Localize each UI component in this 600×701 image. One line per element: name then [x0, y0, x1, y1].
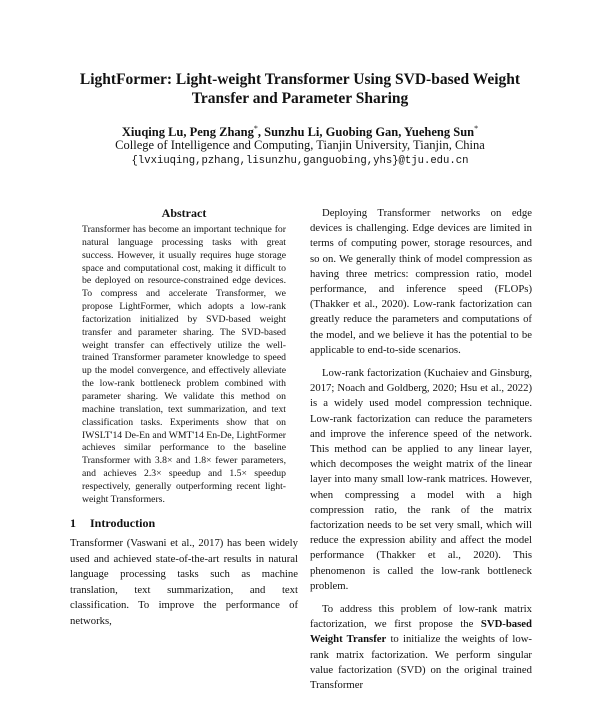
right-column [310, 206, 532, 701]
bold-term: SVD-based Weight Transfer [310, 618, 532, 646]
author-name: Xiuqing Lu [121, 125, 184, 140]
paragraph-text: To address this problem of low-rank matrix factorization, we first propose the [310, 603, 532, 631]
introduction-text: Transformer (Vaswani et al., 2017) has been widely used and achieved state-of-the-art results in natural language processing tasks such as machine translation, text summarization, and text classification. To improve the performance of networks, [70, 537, 298, 627]
author-list: Xiuqing Lu, Peng Zhang*, Sunzhu Li, Guobing Gan, Yueheng Sun* [121, 124, 479, 140]
abstract-text: Transformer has become an important technique for natural language processing tasks with great success. However, it usually requires huge storage space and computational cost, making it difficult to be deployed on resource-constrained edge devices. To compress and accelerate Transformer, we propose LightFormer, which adopts a low-rank factorization initialized by SVD-based weight transfer and parameter sharing. The SVD-based weight transfer can effectively utilize the well-trained Transformer parameter knowledge to speed up the model convergence, and effectively alleviate the low-rank bottleneck problem combined with parameter sharing. We validate this method on machine translation, text summarization, and text classification tasks. Experiments show that on IWSLT'14 De-En and WMT'14 En-De, LightFormer achieves similar performance to the baseline Transformer with 3.8× and 1.8× fewer parameters, and achieves 2.3× speedup and 1.5× speedup respectively, generally outperforming recent light-weight Transformers. [82, 224, 286, 505]
paper-title: LightFormer: Light-weight Transformer Using SVD-based Weight Transfer and Parameter Sharing [79, 71, 521, 107]
author-mark: * [474, 124, 479, 133]
body-paragraph [310, 602, 532, 693]
section-title: Introduction [90, 516, 156, 530]
body-paragraph: Low-rank factorization (Kuchaiev and Ginsburg, 2017; Noach and Goldberg, 2020; Hsu et al., 2022) is a widely used model compression technique. Low-rank factorization can reduce the parameters and improve the inference speed of the network. This method can be applied to any linear layer, which decomposes the weight matrix of the linear layer into many small low-rank matrices. However, when compressing a model with a high compression ratio, the rank of the matrix factorization needs to be set very small, which will reduce the expression ability and affect the model performance (Thakker et al., 2020). This phenomenon is called the low-rank bottleneck problem. [310, 367, 532, 592]
author-name: Guobing Gan [325, 125, 399, 140]
abstract-heading: Abstract [161, 206, 207, 220]
author-name: Peng Zhang [189, 125, 254, 140]
section-number: 1 [70, 516, 76, 530]
author-name: Yueheng Sun [404, 125, 475, 140]
affiliation: College of Intelligence and Computing, Tianjin University, Tianjin, China [115, 138, 485, 152]
section-heading [70, 516, 298, 530]
body-paragraph: Deploying Transformer networks on edge devices is challenging. Edge devices are limited in terms of computing power, storage resources, and so on. We generally think of model compression as having three metrics: compression ratio, model performance, and inference speed (FLOPs) (Thakker et al., 2020). Low-rank factorization can greatly reduce the parameters and computations of the model, and we believe it has the potential to be applicable to end-to-side scenarios. [310, 207, 532, 356]
author-mark: * [253, 124, 258, 133]
author-name: Sunzhu Li [264, 125, 320, 140]
email-address: {lvxiuqing,pzhang,lisunzhu,ganguobing,yhs}@tju.edu.cn [131, 155, 469, 167]
paragraph-text: to initialize the weights of low-rank matrix factorization. We perform singular value factorization (SVD) on the original trained Transformer [310, 633, 532, 692]
